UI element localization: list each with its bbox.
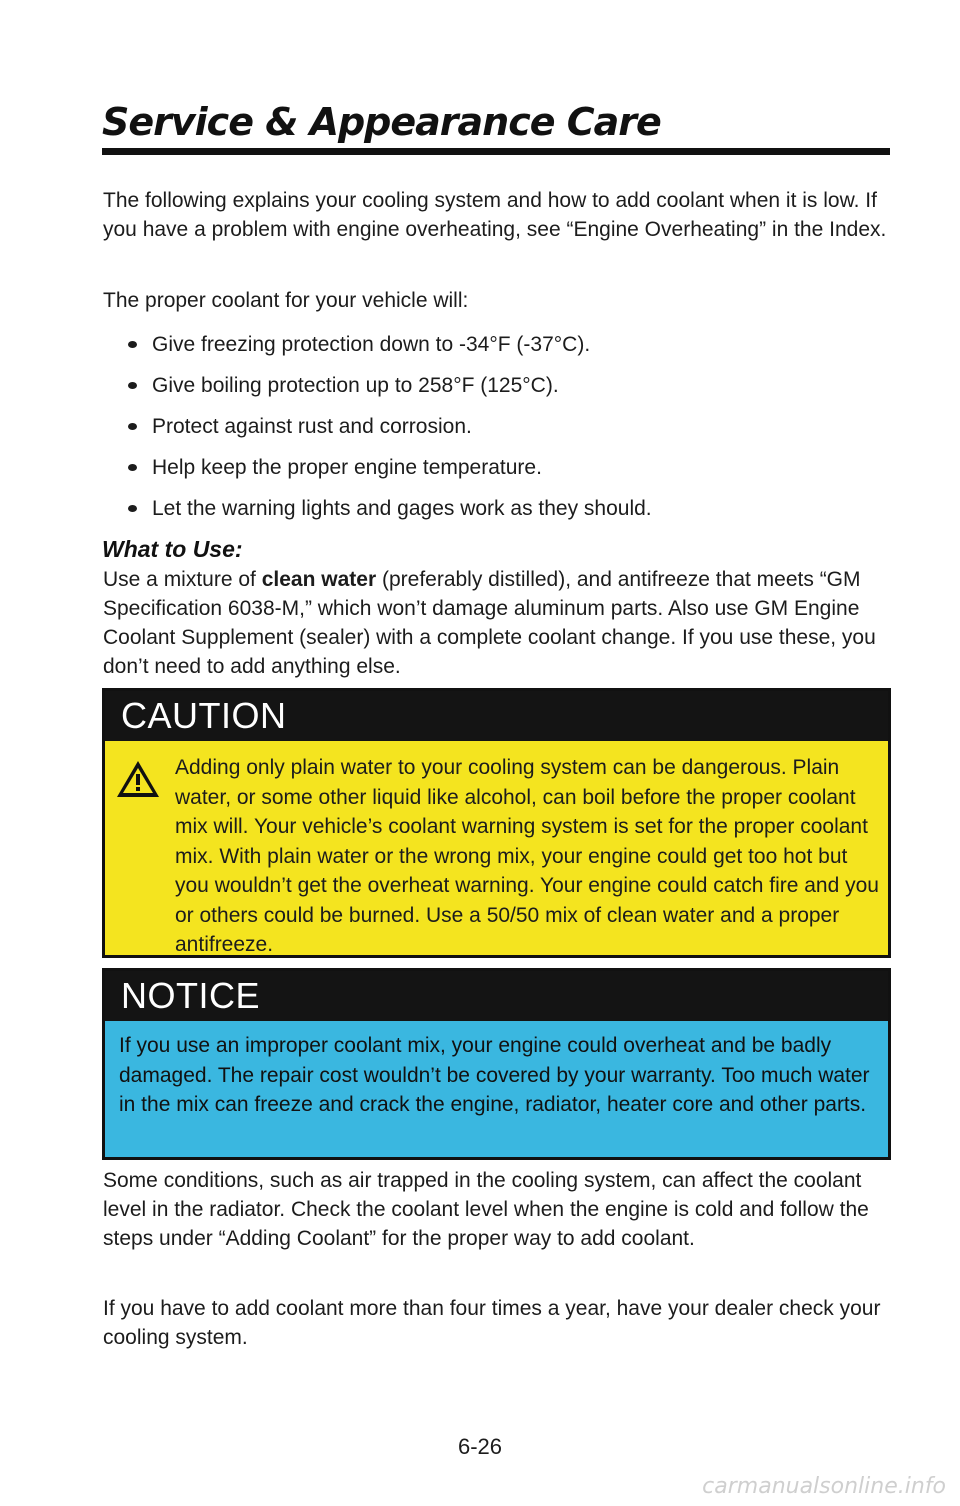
section-title: Service & Appearance Care <box>102 100 661 144</box>
what-to-use-heading: What to Use: <box>102 536 243 562</box>
coolant-level-paragraph: Some conditions, such as air trapped in the cooling system, can affect the coolant level in the radiator. Check the coolant level when the engine is cold and follow the steps under “Adding Coolant” for the proper way to add coolant. <box>103 1169 869 1250</box>
what-to-use-lead: Use a mixture of <box>103 568 262 591</box>
notice-box <box>102 968 891 1160</box>
title-rule <box>102 148 890 155</box>
list-item-text: Help keep the proper engine temperature. <box>152 456 542 479</box>
notice-text: If you use an improper coolant mix, your engine could overheat and be badly damaged. The repair cost wouldn’t be covered by your warranty. Too much water in the mix can freeze and crack the engine, radiator, heater core and other parts. <box>119 1034 870 1116</box>
intro-paragraph: The following explains your cooling system and how to add coolant when it is low. If you have a problem with engine overheating, see “Engine Overheating” in the Index. <box>103 189 887 241</box>
caution-box <box>102 688 891 958</box>
list-item <box>128 412 888 453</box>
caution-text: Adding only plain water to your cooling system can be dangerous. Plain water, or some other liquid like alcohol, can boil before the proper coolant mix will. Your vehicle’s coolant warning system is set for the proper coolant mix. With plain water or the wrong mix, your engine could get too hot but you wouldn’t get the overheat warning. Your engine could catch fire and you or others could be burned. Use a 50/50 mix of clean water and a proper antifreeze. <box>175 756 879 956</box>
clean-water-emphasis: clean water <box>261 568 377 591</box>
warning-triangle-icon <box>115 759 161 799</box>
caution-header <box>105 691 888 741</box>
dealer-check-paragraph: If you have to add coolant more than four times a year, have your dealer check your cooling system. <box>103 1297 881 1349</box>
list-item-text: Let the warning lights and gages work as they should. <box>152 497 652 520</box>
list-item <box>128 330 888 371</box>
bullet-dot-icon <box>128 423 137 430</box>
list-item-text: Give freezing protection down to -34°F (-37°C). <box>152 333 591 356</box>
list-item <box>128 453 888 494</box>
bullet-dot-icon <box>128 341 137 348</box>
notice-header <box>105 971 888 1021</box>
list-item <box>128 371 888 412</box>
list-item <box>128 494 888 535</box>
caution-label: CAUTION <box>121 695 287 736</box>
bullet-dot-icon <box>128 382 137 389</box>
page-number: 6-26 <box>457 1434 503 1459</box>
bullet-dot-icon <box>128 464 137 471</box>
what-to-use-paragraph <box>103 565 893 681</box>
watermark: carmanualsonline.info <box>702 1474 946 1499</box>
what-to-use-rest: (preferably distilled), and antifreeze that meets “GM Specification 6038-M,” which won’t damage aluminum parts. Also use GM Engine Coolant Supplement (sealer) with a complete coolant change. If you use these, you don’t need to add anything else. <box>103 568 876 678</box>
coolant-benefits-list <box>128 330 888 535</box>
list-item-text: Give boiling protection up to 258°F (125°C). <box>152 374 559 397</box>
list-item-text: Protect against rust and corrosion. <box>152 415 472 438</box>
notice-label: NOTICE <box>121 975 261 1016</box>
bullet-dot-icon <box>128 505 137 512</box>
coolant-lead-paragraph: The proper coolant for your vehicle will: <box>103 289 469 312</box>
